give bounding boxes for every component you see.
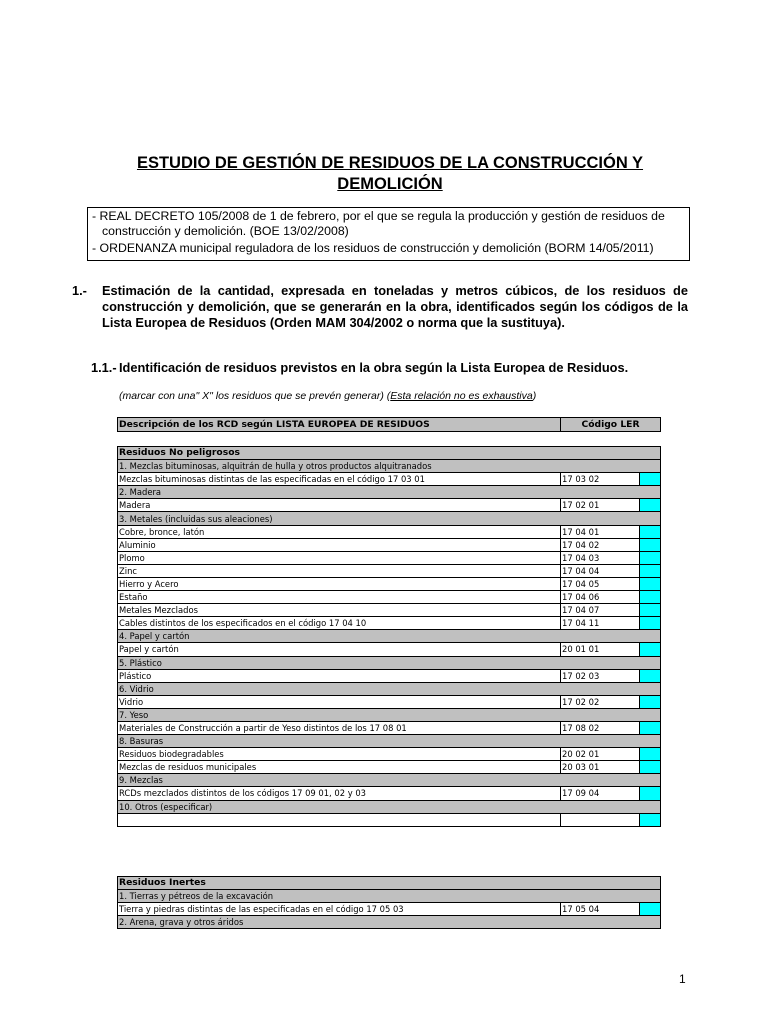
residue-description: Plástico	[118, 669, 561, 682]
ler-code: 17 04 01	[561, 525, 640, 538]
table-header	[117, 417, 661, 432]
ler-code: 17 04 03	[561, 551, 640, 564]
residue-description: Papel y cartón	[118, 643, 561, 656]
category-label: 7. Yeso	[118, 708, 661, 721]
ler-code: 20 02 01	[561, 748, 640, 761]
residue-row	[118, 499, 661, 512]
note-underlined: Esta relación no es exhaustiva	[390, 390, 533, 402]
ler-code: 17 04 02	[561, 538, 640, 551]
category-row	[118, 486, 661, 499]
ler-code: 17 04 11	[561, 617, 640, 630]
document-title: ESTUDIO DE GESTIÓN DE RESIDUOS DE LA CONSTRUCCIÓN Y DEMOLICIÓN	[136, 154, 644, 193]
ler-code: 17 02 03	[561, 669, 640, 682]
category-row	[118, 656, 661, 669]
category-row	[118, 774, 661, 787]
residue-row	[118, 604, 661, 617]
category-label: 3. Metales (incluidas sus aleaciones)	[118, 512, 661, 525]
mark-cell[interactable]	[640, 473, 661, 486]
category-label: 8. Basuras	[118, 735, 661, 748]
residue-description: Cobre, bronce, latón	[118, 525, 561, 538]
ler-code: 17 04 07	[561, 604, 640, 617]
mark-cell[interactable]	[640, 813, 661, 826]
residue-row	[118, 473, 661, 486]
category-label: 2. Arena, grava y otros áridos	[118, 916, 661, 929]
residue-description: Materiales de Construcción a partir de Yeso distintos de los 17 08 01	[118, 721, 561, 734]
section-1-text: Estimación de la cantidad, expresada en toneladas y metros cúbicos, de los residuos de construcción y demolición, que se generarán en la obra, identificados según los códigos de la Lista Europea de Residuos (Orden MAM 304/2002 o norma que la sustituya).	[102, 283, 688, 330]
mark-cell[interactable]	[640, 903, 661, 916]
note-part-3: )	[532, 390, 537, 402]
section-1-1	[91, 360, 688, 376]
ler-code: 17 05 04	[561, 903, 640, 916]
residue-row	[118, 761, 661, 774]
category-label: 9. Mezclas	[118, 774, 661, 787]
mark-cell[interactable]	[640, 551, 661, 564]
residue-row	[118, 538, 661, 551]
category-row	[118, 735, 661, 748]
ler-code: 17 04 04	[561, 564, 640, 577]
reference-ordenanza: - ORDENANZA municipal reguladora de los residuos de construcción y demolición (BORM 14/05/2011)	[92, 241, 654, 255]
mark-cell[interactable]	[640, 748, 661, 761]
category-row	[118, 916, 661, 929]
ler-code: 17 02 01	[561, 499, 640, 512]
page-number: 1	[679, 972, 686, 986]
residue-row	[118, 643, 661, 656]
category-row	[118, 708, 661, 721]
residue-row	[118, 721, 661, 734]
residue-description: Aluminio	[118, 538, 561, 551]
residue-description: Mezclas de residuos municipales	[118, 761, 561, 774]
category-label: 6. Vidrio	[118, 682, 661, 695]
mark-cell[interactable]	[640, 604, 661, 617]
mark-cell[interactable]	[640, 787, 661, 800]
residue-row	[118, 695, 661, 708]
ler-code: 17 09 04	[561, 787, 640, 800]
residue-row	[118, 748, 661, 761]
residue-row	[118, 564, 661, 577]
mark-cell[interactable]	[640, 577, 661, 590]
non_hazardous-heading: Residuos No peligrosos	[118, 447, 661, 460]
inert-table	[117, 876, 661, 929]
category-row	[118, 630, 661, 643]
mark-cell[interactable]	[640, 591, 661, 604]
reference-real-decreto: - REAL DECRETO 105/2008 de 1 de febrero, por el que se regula la producción y gestión de residuos de construcción y demolición. (BOE 13/02/2008)	[92, 209, 665, 238]
residue-row	[118, 813, 661, 826]
note-part-1: (marcar con una" X" los residuos que se prevén generar) (	[119, 390, 391, 402]
residue-row	[118, 787, 661, 800]
section-1-number: 1.-	[72, 283, 87, 298]
category-row	[118, 800, 661, 813]
residue-row	[118, 525, 661, 538]
residue-row	[118, 617, 661, 630]
category-label: 4. Papel y cartón	[118, 630, 661, 643]
residue-description: Zinc	[118, 564, 561, 577]
instruction-note	[119, 389, 536, 403]
ler-code: 17 04 05	[561, 577, 640, 590]
inert-heading: Residuos Inertes	[118, 877, 661, 890]
residue-description: Residuos biodegradables	[118, 748, 561, 761]
section-1	[72, 283, 688, 331]
ler-code: 17 04 06	[561, 591, 640, 604]
ler-code	[561, 813, 640, 826]
mark-cell[interactable]	[640, 695, 661, 708]
residue-description: RCDs mezclados distintos de los códigos 17 09 01, 02 y 03	[118, 787, 561, 800]
section-1-1-text: Identificación de residuos previstos en la obra según la Lista Europea de Residuos.	[119, 360, 629, 375]
residue-description: Mezclas bituminosas distintas de las especificadas en el código 17 03 01	[118, 473, 561, 486]
residue-row	[118, 577, 661, 590]
residue-description: Plomo	[118, 551, 561, 564]
mark-cell[interactable]	[640, 499, 661, 512]
residue-row	[118, 669, 661, 682]
residue-description: Tierra y piedras distintas de las especificadas en el código 17 05 03	[118, 903, 561, 916]
mark-cell[interactable]	[640, 617, 661, 630]
category-label: 1. Mezclas bituminosas, alquitrán de hulla y otros productos alquitranados	[118, 460, 661, 473]
residue-description: Estaño	[118, 591, 561, 604]
mark-cell[interactable]	[640, 525, 661, 538]
residue-description: Metales Mezclados	[118, 604, 561, 617]
header-code: Código LER	[561, 418, 661, 432]
header-description: Descripción de los RCD según LISTA EUROPEA DE RESIDUOS	[118, 418, 561, 432]
ler-code: 20 01 01	[561, 643, 640, 656]
category-row	[118, 512, 661, 525]
category-row	[118, 682, 661, 695]
residue-row	[118, 591, 661, 604]
non-hazardous-table	[117, 446, 661, 827]
ler-code: 17 03 02	[561, 473, 640, 486]
residue-row	[118, 551, 661, 564]
residue-description: Cables distintos de los especificados en el código 17 04 10	[118, 617, 561, 630]
mark-cell[interactable]	[640, 721, 661, 734]
category-row	[118, 890, 661, 903]
mark-cell[interactable]	[640, 538, 661, 551]
category-label: 2. Madera	[118, 486, 661, 499]
residue-description: Vidrio	[118, 695, 561, 708]
ler-code: 17 02 02	[561, 695, 640, 708]
residue-description: Madera	[118, 499, 561, 512]
legal-references-box	[87, 207, 690, 261]
mark-cell[interactable]	[640, 669, 661, 682]
residue-description	[118, 813, 561, 826]
residue-description: Hierro y Acero	[118, 577, 561, 590]
ler-code: 17 08 02	[561, 721, 640, 734]
section-1-1-number: 1.1.-	[91, 360, 117, 375]
mark-cell[interactable]	[640, 564, 661, 577]
category-label: 5. Plástico	[118, 656, 661, 669]
category-label: 1. Tierras y pétreos de la excavación	[118, 890, 661, 903]
category-row	[118, 460, 661, 473]
category-label: 10. Otros (especificar)	[118, 800, 661, 813]
mark-cell[interactable]	[640, 643, 661, 656]
ler-code: 20 03 01	[561, 761, 640, 774]
mark-cell[interactable]	[640, 761, 661, 774]
residue-row	[118, 903, 661, 916]
